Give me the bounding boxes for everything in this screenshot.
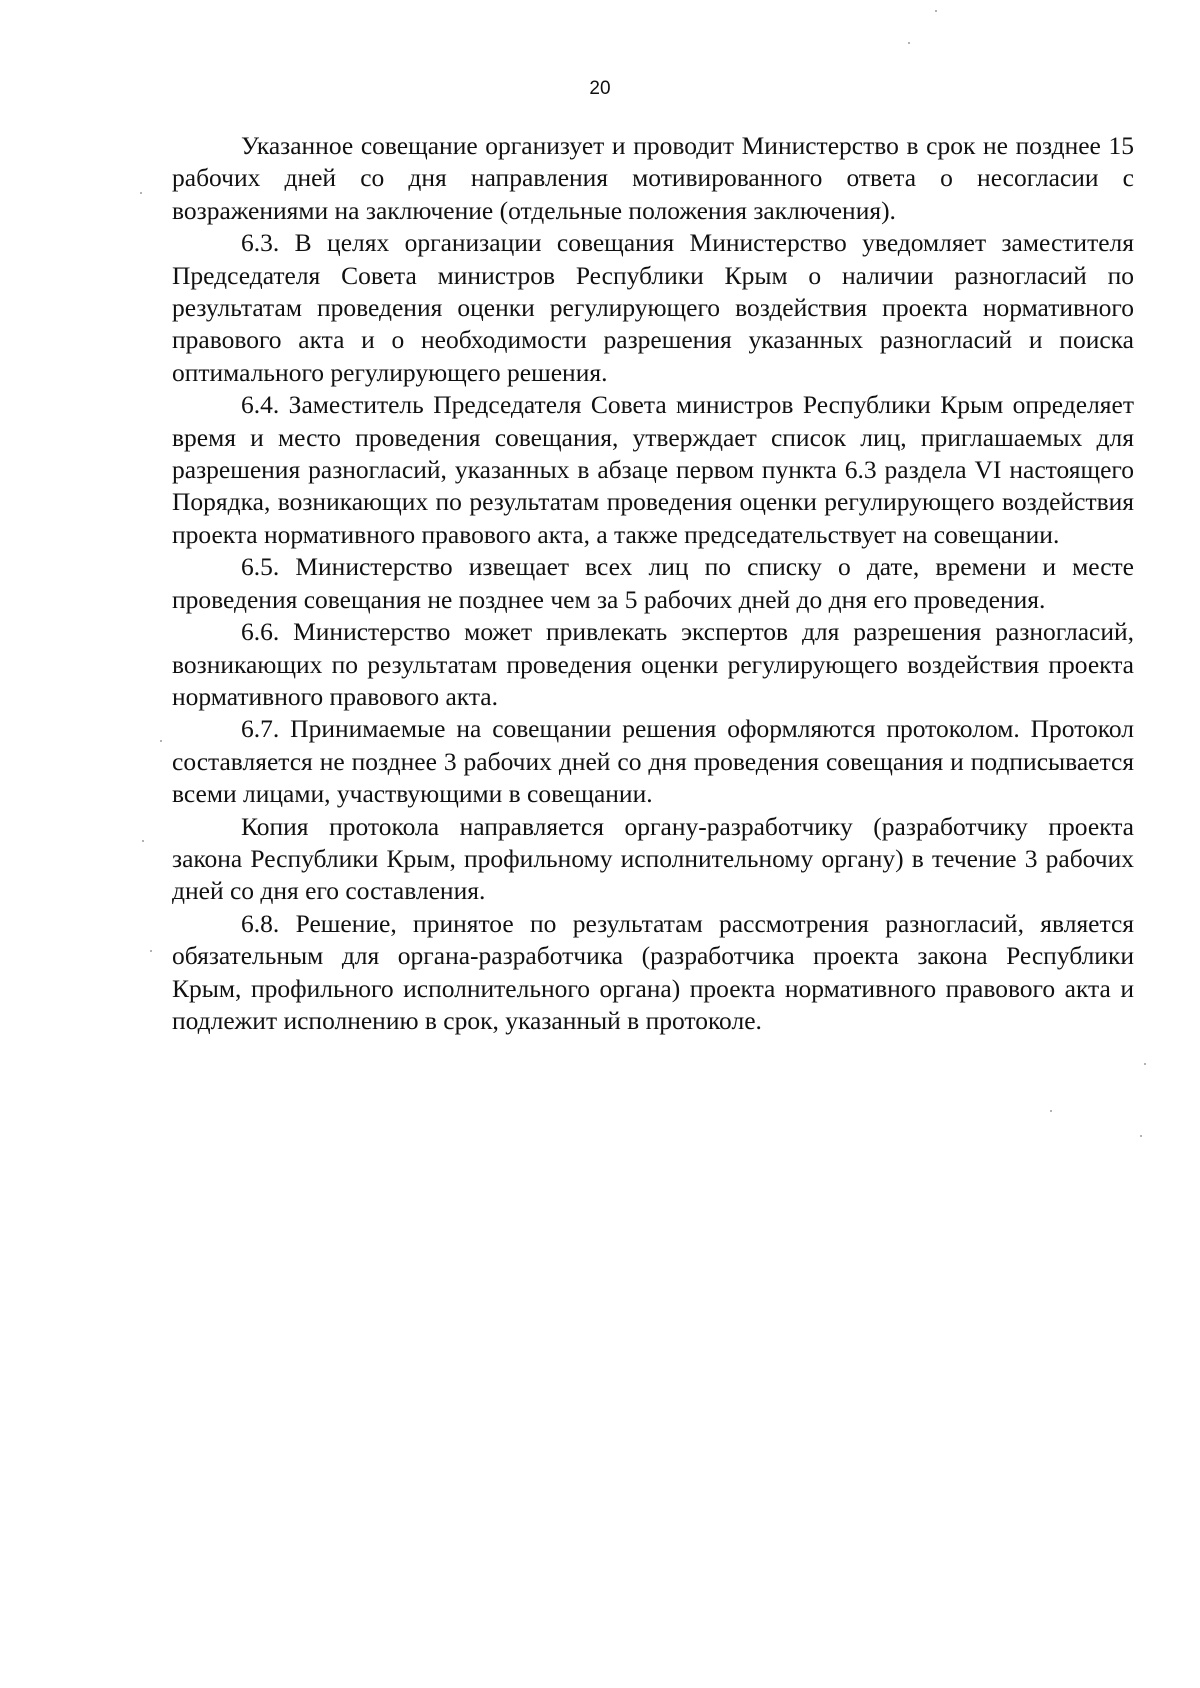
scan-speck <box>160 740 162 742</box>
scan-speck <box>935 10 937 12</box>
paragraph-6-4: 6.4. Заместитель Председателя Совета министров Республики Крым определяет время и место проведения совещания, утверждает список лиц, приглашаемых для разрешения разногласий, указанных в абзаце первом пункта 6.3 раздела VI настоящего Порядка, возникающих по результатам проведения оценки регулирующего воздействия проекта нормативного правового акта, а также председательствует на совещании. <box>172 390 1134 549</box>
paragraph-6-8: 6.8. Решение, принятое по результатам рассмотрения разногласий, является обязательным для органа-разработчика (разработчика проекта закона Республики Крым, профильного исполнительного органа) проекта нормативного правового акта и подлежит исполнению в срок, указанный в протоколе. <box>172 908 1134 1035</box>
paragraph-6-7: 6.7. Принимаемые на совещании решения оформляются протоколом. Протокол составляется не позднее 3 рабочих дней со дня проведения совещания и подписывается всеми лицами, участвующими в совещании. <box>172 714 1134 809</box>
document-body <box>172 130 1134 1037</box>
paragraph-6-6: 6.6. Министерство может привлекать экспертов для разрешения разногласий, возникающих по результатам проведения оценки регулирующего воздействия проекта нормативного правового акта. <box>172 617 1134 711</box>
scan-speck <box>1144 1063 1146 1065</box>
scan-speck <box>142 840 144 842</box>
scan-speck <box>140 192 142 194</box>
paragraph-6-5: 6.5. Министерство извещает всех лиц по списку о дате, времени и месте проведения совещания не позднее чем за 5 рабочих дней до дня его проведения. <box>172 552 1134 614</box>
page-number: 20 <box>589 78 611 99</box>
scan-speck <box>150 950 152 952</box>
paragraph-6-3: 6.3. В целях организации совещания Министерство уведомляет заместителя Председателя Совета министров Республики Крым о наличии разногласий по результатам проведения оценки регулирующего воздействия проекта нормативного правового акта и о необходимости разрешения указанных разногласий и поиска оптимального регулирующего решения. <box>172 228 1134 387</box>
paragraph-protocol-copy: Копия протокола направляется органу-разработчику (разработчику проекта закона Республики Крым, профильному исполнительному органу) в течение 3 рабочих дней со дня его составления. <box>172 811 1134 906</box>
scan-speck <box>908 42 910 44</box>
scan-speck <box>1050 1110 1052 1112</box>
scan-speck <box>1140 1135 1142 1137</box>
paragraph-meeting-deadline: Указанное совещание организует и проводит Министерство в срок не позднее 15 рабочих дней со дня направления мотивированного ответа о несогласии с возражениями на заключение (отдельные положения заключения). <box>172 131 1134 225</box>
